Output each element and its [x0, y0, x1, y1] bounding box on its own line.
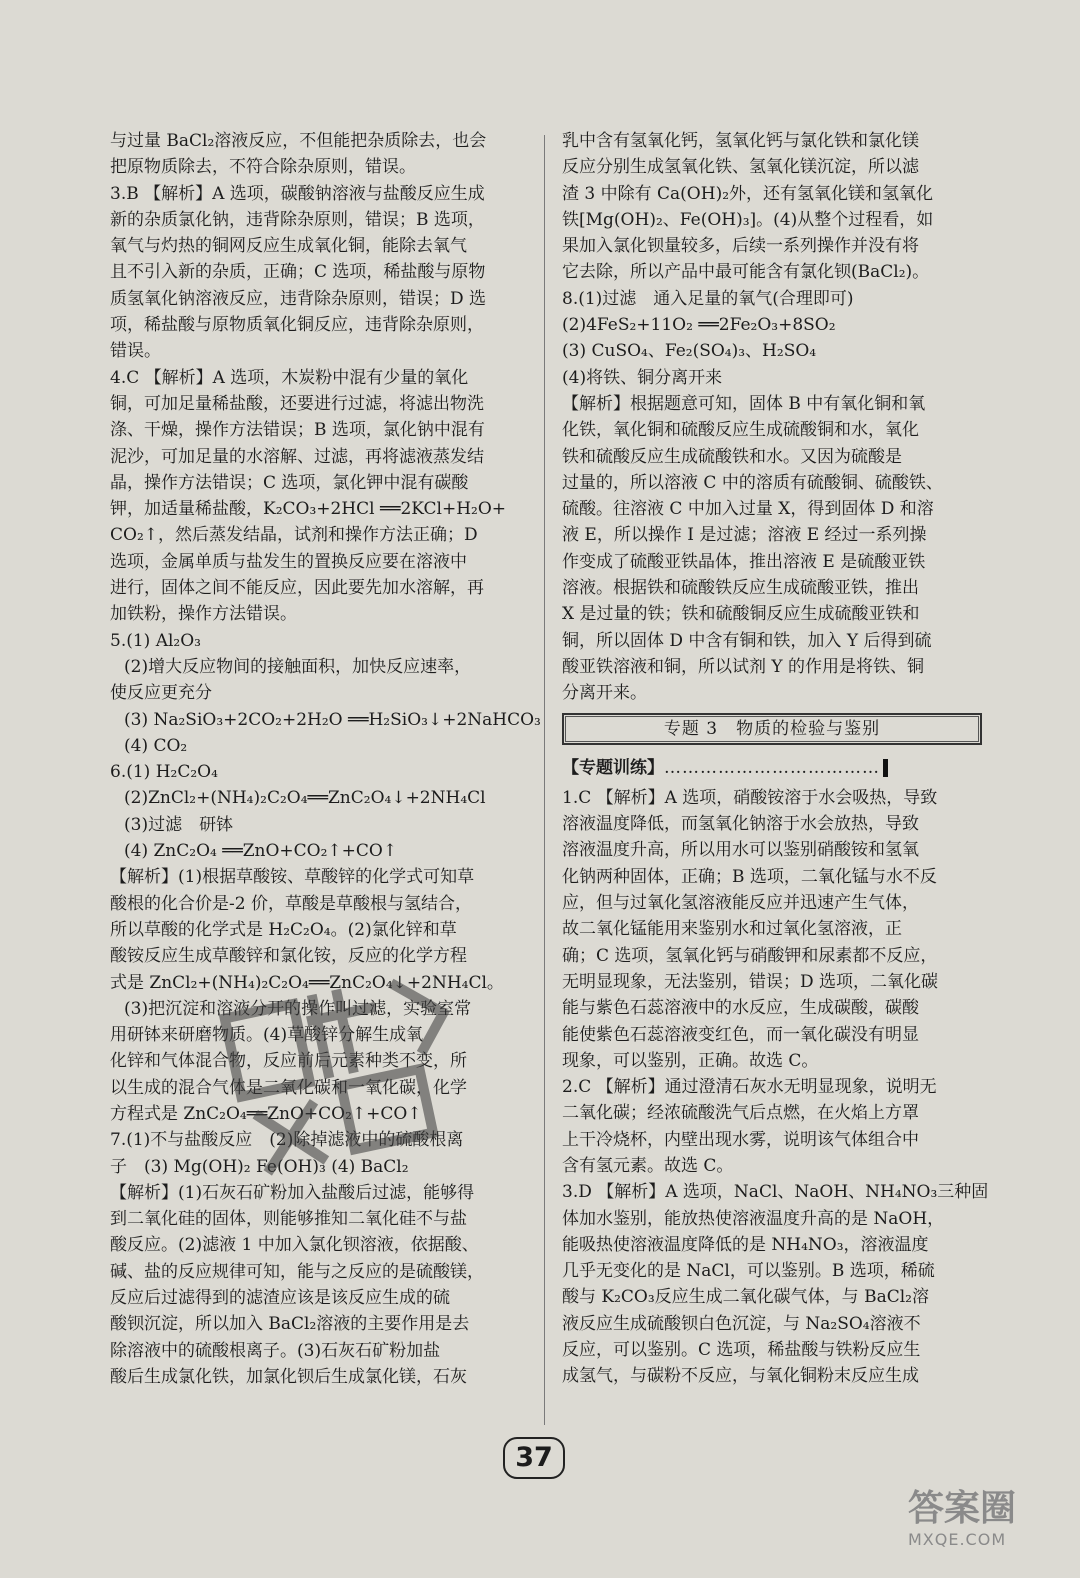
text-line: 化铁，氧化铜和硫酸反应生成硫酸铜和水，氧化	[562, 420, 919, 441]
text-line: 3.B 【解析】A 选项，碳酸钠溶液与盐酸反应生成	[110, 183, 485, 204]
text-line: (4) CO₂	[124, 735, 188, 756]
text-line: 质氢氧化钠溶液反应，违背除杂原则，错误；D 选	[110, 288, 487, 309]
text-line: 到二氧化硅的固体，则能够推知二氧化硅不与盐	[110, 1209, 467, 1230]
topic-title: 专题 3 物质的检验与鉴别	[565, 716, 979, 742]
watermark	[908, 1488, 1078, 1576]
text-line: 液反应生成硫酸钡白色沉淀，与 Na₂SO₄溶液不	[562, 1313, 921, 1334]
text-line: 铜，可加足量稀盐酸，还要进行过滤，将滤出物洗	[110, 393, 484, 414]
page-number: 37	[503, 1437, 565, 1479]
text-line: 能使紫色石蕊溶液变红色，而一氧化碳没有明显	[562, 1024, 919, 1045]
text-line: 与过量 BaCl₂溶液反应，不但能把杂质除去，也会	[110, 131, 487, 151]
topic-heading-box	[562, 713, 982, 745]
text-line: 酸根的化合价是-2 价，草酸是草酸根与氢结合，	[110, 893, 472, 914]
left-column	[110, 128, 541, 1390]
text-line: (2)增大反应物间的接触面积，加快反应速率，	[124, 656, 472, 677]
right-column-top	[562, 128, 982, 707]
text-line: (2)4FeS₂+11O₂ ══2Fe₂O₃+8SO₂	[562, 315, 836, 336]
text-line: 2.C 【解析】通过澄清石灰水无明显现象，说明无	[562, 1077, 937, 1098]
text-line: (3) Na₂SiO₃+2CO₂+2H₂O ══H₂SiO₃↓+2NaHCO₃	[124, 709, 541, 730]
text-line: 铁[Mg(OH)₂、Fe(OH)₃]。(4)从整个过程看，如	[562, 209, 934, 230]
text-line: 1.C 【解析】A 选项，硝酸铵溶于水会吸热，导致	[562, 787, 938, 808]
text-line: 6.(1) H₂C₂O₄	[110, 762, 218, 783]
text-line: 除溶液中的硫酸根离子。(3)石灰石矿粉加盐	[110, 1340, 441, 1361]
text-line: 过量的，所以溶液 C 中的溶质有硫酸铜、硫酸铁、	[562, 472, 943, 493]
text-line: 涤、干燥，操作方法错误；B 选项，氯化钠中混有	[110, 420, 485, 441]
text-line: 氧气与灼热的铜网反应生成氧化铜，能除去氧气	[110, 236, 467, 257]
text-line: 式是 ZnCl₂+(NH₄)₂C₂O₄══ZnC₂O₄↓+2NH₄Cl。	[110, 972, 504, 993]
text-line: 项，稀盐酸与原物质氧化铜反应，违背除杂原则，	[110, 315, 484, 336]
text-line: 泥沙，可加足量的水溶解、过滤，再将滤液蒸发结	[110, 446, 484, 467]
text-line: 使反应更充分	[110, 683, 212, 704]
text-line: 酸钡沉淀，所以加入 BaCl₂溶液的主要作用是去	[110, 1314, 470, 1335]
text-line: 能与紫色石蕊溶液中的水反应，生成碳酸，碳酸	[562, 998, 919, 1019]
text-line: 晶，操作方法错误；C 选项，氯化钾中混有碳酸	[110, 472, 469, 493]
right-column	[562, 128, 989, 1390]
text-line: 体加水鉴别，能放热使溶液温度升高的是 NaOH，	[562, 1208, 945, 1229]
text-line: 新的杂质氯化钠，违背除杂原则，错误；B 选项，	[110, 209, 485, 230]
text-line: 碱、盐的反应规律可知，能与之反应的是硫酸镁，	[110, 1261, 484, 1282]
column-divider	[544, 135, 545, 1425]
text-line: (3)把沉淀和溶液分开的操作叫过滤，实验室常	[124, 998, 472, 1019]
text-line: 能吸热使溶液温度降低的是 NH₄NO₃，溶液温度	[562, 1234, 929, 1255]
text-line: 【解析】根据题意可知，固体 B 中有氧化铜和氧	[562, 393, 926, 414]
text-line: 乳中含有氢氧化钙，氢氧化钙与氯化铁和氯化镁	[562, 131, 919, 151]
text-line: 以生成的混合气体是二氧化碳和一氧化碳，化学	[110, 1077, 467, 1098]
text-line: 分离开来。	[562, 683, 647, 704]
section-title: 【专题训练】	[562, 757, 664, 778]
text-line: 酸反应。(2)滤液 1 中加入氯化钡溶液，依据酸、	[110, 1235, 479, 1256]
text-line: 二氧化碳；经浓硫酸洗气后点燃，在火焰上方罩	[562, 1103, 919, 1124]
text-line: 化锌和气体混合物，反应前后元素种类不变，所	[110, 1051, 467, 1072]
text-line: 铁和硫酸反应生成硫酸铁和水。又因为硫酸是	[562, 446, 902, 467]
text-line: 溶液温度降低，而氢氧化钠溶于水会放热，导致	[562, 814, 919, 835]
text-line: 溶液。根据铁和硫酸铁反应生成硫酸亚铁，推出	[562, 578, 919, 599]
text-line: 用研钵来研磨物质。(4)草酸锌分解生成氧	[110, 1025, 424, 1046]
text-line: 7.(1)不与盐酸反应 (2)除掉滤液中的硫酸根离	[110, 1130, 464, 1151]
text-line: 上干冷烧杯，内壁出现水雾，说明该气体组合中	[562, 1129, 919, 1150]
text-line: 【解析】(1)石灰石矿粉加入盐酸后过滤，能够得	[110, 1182, 475, 1203]
section-end-bar	[883, 759, 888, 777]
text-line: 且不引入新的杂质，正确；C 选项，稀盐酸与原物	[110, 262, 486, 283]
text-line: 反应后过滤得到的滤渣应该是该反应生成的硫	[110, 1288, 450, 1309]
text-line: 钾，加适量稀盐酸，K₂CO₃+2HCl ══2KCl+H₂O+	[110, 499, 507, 520]
text-line: 反应，可以鉴别。C 选项，稀盐酸与铁粉反应生	[562, 1340, 921, 1361]
text-line: (3) CuSO₄、Fe₂(SO₄)₃、H₂SO₄	[562, 341, 817, 362]
text-line: 酸与 K₂CO₃反应生成二氧化碳气体，与 BaCl₂溶	[562, 1287, 929, 1308]
text-line: 液 E，所以操作 I 是过滤；溶液 E 经过一系列操	[562, 525, 927, 546]
right-column-bottom	[562, 785, 989, 1390]
text-line: 3.D 【解析】A 选项，NaCl、NaOH、NH₄NO₃三种固	[562, 1182, 989, 1203]
text-line: CO₂↑，然后蒸发结晶，试剂和操作方法正确；D	[110, 525, 478, 546]
text-line: 酸亚铁溶液和铜，所以试剂 Y 的作用是将铁、铜	[562, 656, 925, 677]
text-line: 含有氢元素。故选 C。	[562, 1155, 734, 1176]
text-line: 果加入氯化钡量较多，后续一系列操作并没有将	[562, 236, 919, 257]
text-line: 【解析】(1)根据草酸铵、草酸锌的化学式可知草	[110, 867, 475, 888]
text-line: 反应分别生成氢氧化铁、氢氧化镁沉淀，所以滤	[562, 157, 919, 178]
text-line: (3)过滤 研钵	[124, 814, 234, 835]
text-line: 所以草酸的化学式是 H₂C₂O₄。(2)氯化锌和草	[110, 919, 457, 940]
text-line: 确；C 选项，氢氧化钙与硝酸钾和尿素都不反应，	[562, 945, 938, 966]
watermark-logo: 答案圈	[908, 1488, 1017, 1529]
text-line: 把原物质除去，不符合除杂原则，错误。	[110, 157, 416, 178]
text-line: 无明显现象，无法鉴别，错误；D 选项，二氧化碳	[562, 971, 939, 992]
text-line: 4.C 【解析】A 选项，木炭粉中混有少量的氧化	[110, 367, 469, 388]
text-line: 应，但与过氧化氢溶液能反应并迅速产生气体，	[562, 893, 919, 914]
section-heading	[562, 755, 982, 781]
text-line: 进行，固体之间不能反应，因此要先加水溶解，再	[110, 578, 484, 599]
text-line: 8.(1)过滤 通入足量的氧气(合理即可)	[562, 288, 854, 309]
text-line: (2)ZnCl₂+(NH₄)₂C₂O₄══ZnC₂O₄↓+2NH₄Cl	[124, 788, 486, 809]
text-line: 选项，金属单质与盐发生的置换反应要在溶液中	[110, 551, 467, 572]
text-line: 5.(1) Al₂O₃	[110, 630, 201, 651]
text-line: (4)将铁、铜分离开来	[562, 367, 723, 388]
text-line: 铜，所以固体 D 中含有铜和铁，加入 Y 后得到硫	[562, 630, 932, 651]
text-line: 几乎无变化的是 NaCl，可以鉴别。B 选项，稀硫	[562, 1261, 935, 1282]
text-line: 溶液温度升高，所以用水可以鉴别硝酸铵和氢氧	[562, 840, 919, 861]
text-line: 成氢气，与碳粉不反应，与氧化铜粉末反应生成	[562, 1366, 919, 1387]
text-line: 子 (3) Mg(OH)₂ Fe(OH)₃ (4) BaCl₂	[110, 1156, 409, 1177]
text-line: 硫酸。往溶液 C 中加入过量 X，得到固体 D 和溶	[562, 499, 934, 520]
text-line: 渣 3 中除有 Ca(OH)₂外，还有氢氧化镁和氢氧化	[562, 183, 934, 204]
text-line: 加铁粉，操作方法错误。	[110, 604, 297, 625]
text-line: 现象，可以鉴别，正确。故选 C。	[562, 1050, 819, 1071]
text-line: 方程式是 ZnC₂O₄══ZnO+CO₂↑+CO↑	[110, 1103, 422, 1124]
text-line: 错误。	[110, 341, 161, 362]
text-line: 酸后生成氯化铁，加氯化钡后生成氯化镁，石灰	[110, 1366, 467, 1387]
text-line: X 是过量的铁；铁和硫酸铜反应生成硫酸亚铁和	[562, 604, 920, 625]
text-line: 故二氧化锰能用来鉴别水和过氧化氢溶液，正	[562, 919, 902, 940]
text-line: 酸铵反应生成草酸锌和氯化铵，反应的化学方程	[110, 946, 467, 967]
text-line: 它去除，所以产品中最可能含有氯化钡(BaCl₂)。	[562, 262, 930, 283]
text-line: (4) ZnC₂O₄ ══ZnO+CO₂↑+CO↑	[124, 841, 398, 862]
text-line: 作变成了硫酸亚铁晶体，推出溶液 E 是硫酸亚铁	[562, 551, 926, 572]
watermark-url: MXQE.COM	[908, 1530, 1007, 1549]
text-line: 化钠两种固体，正确；B 选项，二氧化锰与水不反	[562, 866, 937, 887]
section-dots: ………………………………	[664, 757, 880, 778]
